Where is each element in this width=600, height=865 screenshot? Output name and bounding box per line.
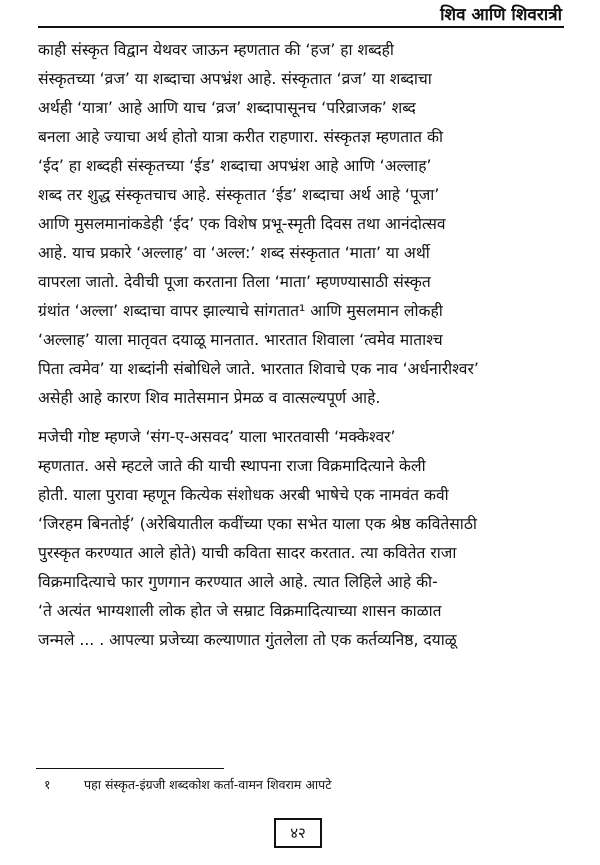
header-rule	[38, 26, 564, 28]
body-text	[38, 36, 562, 655]
text-line: आहे. याच प्रकारे ‘अल्लाह’ वा ‘अल्ल:’ शब्द संस्कृतात ‘माता’ या अर्थी	[38, 244, 430, 262]
text-line: आणि मुसलमानांकडेही ‘ईद’ एक विशेष प्रभू-स्मृती दिवस तथा आनंदोत्सव	[38, 215, 446, 233]
text-line: पिता त्वमेव’ या शब्दांनी संबोधिले जाते. भारतात शिवाचे एक नाव ‘अर्धनारीश्वर’	[38, 360, 479, 378]
text-line: पुरस्कृत करण्यात आले होते) याची कविता सादर करतात. त्या कवितेत राजा	[38, 544, 457, 562]
footnote-text: पहा संस्कृत-इंग्रजी शब्दकोश कर्ता-वामन शिवराम आपटे	[84, 777, 332, 792]
text-line: होती. याला पुरावा म्हणून कित्येक संशोधक अरबी भाषेचे एक नामवंत कवी	[38, 486, 449, 504]
text-line: ‘ईद’ हा शब्दही संस्कृतच्या ‘ईड’ शब्दाचा अपभ्रंश आहे आणि ‘अल्लाह’	[38, 157, 432, 175]
text-line: संस्कृतच्या ‘व्रज’ या शब्दाचा अपभ्रंश आहे. संस्कृतात ‘व्रज’ या शब्दाचा	[38, 70, 432, 88]
running-header-title: शिव आणि शिवरात्री	[440, 5, 562, 25]
text-line: ‘जिरहम बिनतोई’ (अरेबियातील कवींच्या एका सभेत याला एक श्रेष्ठ कवितेसाठी	[38, 515, 477, 533]
text-line: वापरला जातो. देवीची पूजा करताना तिला ‘माता’ म्हणण्यासाठी संस्कृत	[38, 273, 431, 291]
footnote-marker: १	[44, 777, 51, 792]
paragraph-2	[38, 423, 562, 655]
footnote	[44, 776, 332, 793]
text-line: विक्रमादित्याचे फार गुणगान करण्यात आले आहे. त्यात लिहिले आहे की-	[38, 573, 438, 591]
text-line: काही संस्कृत विद्वान येथवर जाऊन म्हणतात की ‘हज’ हा शब्दही	[38, 41, 394, 59]
text-line: मजेची गोष्ट म्हणजे ‘संग-ए-असवद’ याला भारतवासी ‘मक्केश्वर’	[38, 428, 396, 446]
footnote-rule	[36, 768, 224, 769]
text-line: असेही आहे कारण शिव मातेसमान प्रेमळ व वात्सल्यपूर्ण आहे.	[38, 389, 381, 407]
text-line: ग्रंथांत ‘अल्ला’ शब्दाचा वापर झाल्याचे सांगतात¹ आणि मुसलमान लोकही	[38, 302, 443, 320]
paragraph-1	[38, 36, 562, 413]
text-line: ‘अल्लाह’ याला मातृवत दयाळू मानतात. भारतात शिवाला ‘त्वमेव माताश्च	[38, 331, 443, 349]
text-line: ‘ते अत्यंत भाग्यशाली लोक होत जे सम्राट विक्रमादित्याच्या शासन काळात	[38, 602, 442, 620]
text-line: शब्द तर शुद्ध संस्कृतचाच आहे. संस्कृतात ‘ईड’ शब्दाचा अर्थ आहे ‘पूजा’	[38, 186, 440, 204]
text-line: अर्थही ‘यात्रा’ आहे आणि याच ‘व्रज’ शब्दापासूनच ‘परिव्राजक’ शब्द	[38, 99, 416, 117]
text-line: बनला आहे ज्याचा अर्थ होतो यात्रा करीत राहणारा. संस्कृतज्ञ म्हणतात की	[38, 128, 443, 146]
page-number: ४२	[274, 818, 322, 848]
text-line: म्हणतात. असे म्हटले जाते की याची स्थापना राजा विक्रमादित्याने केली	[38, 457, 426, 475]
text-line: जन्मले ... . आपल्या प्रजेच्या कल्याणात गुंतलेला तो एक कर्तव्यनिष्ठ, दयाळू	[38, 631, 457, 649]
